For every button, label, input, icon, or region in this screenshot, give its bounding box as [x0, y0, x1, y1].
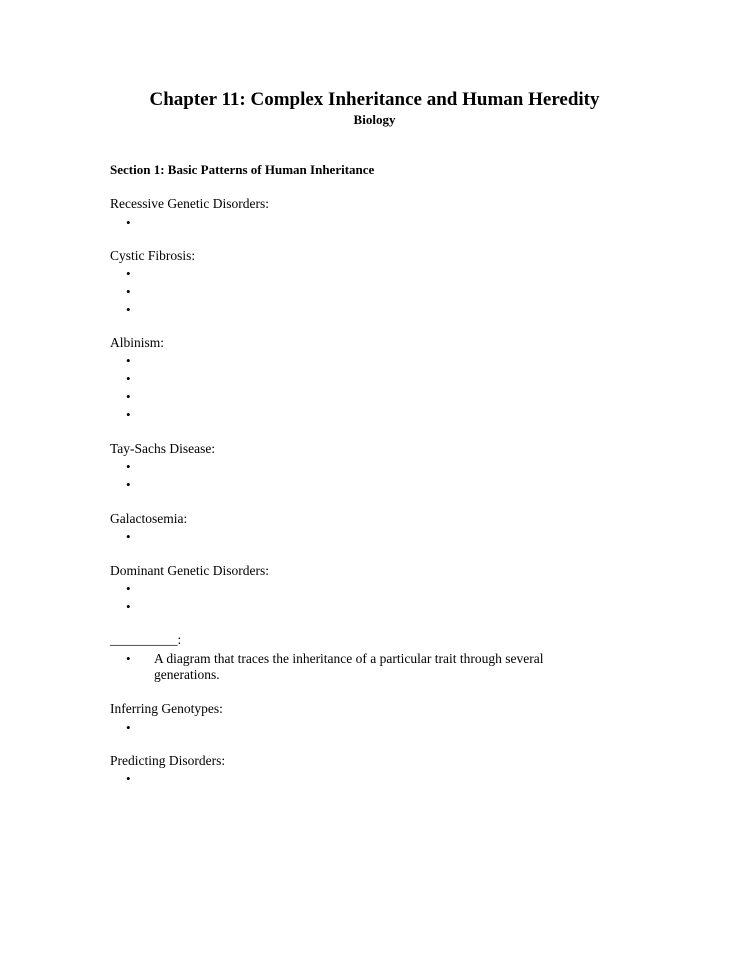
bullet-point: • [126, 581, 131, 596]
bullet-point: • [126, 477, 131, 492]
bullet-point: • [126, 720, 131, 735]
dominant-disorders-label: Dominant Genetic Disorders: [110, 563, 269, 578]
predicting-disorders-label: Predicting Disorders: [110, 753, 226, 768]
bullet-point: • [126, 459, 131, 474]
cystic-fibrosis-label: Cystic Fibrosis: [110, 248, 196, 263]
galactosemia-label: Galactosemia: [110, 511, 188, 526]
albinism-label: Albinism: [110, 335, 165, 350]
bullet-point: • [126, 651, 131, 666]
bullet-point: • [126, 266, 131, 281]
document-title: Chapter 11: Complex Inheritance and Human Heredity [149, 89, 600, 110]
bullet-point: • [126, 215, 131, 230]
bullet-point: • [126, 407, 131, 422]
tay-sachs-label: Tay-Sachs Disease: [110, 441, 216, 456]
inferring-genotypes-label: Inferring Genotypes: [110, 701, 223, 716]
bullet-point: • [126, 284, 131, 299]
bullet-point: • [126, 302, 131, 317]
bullet-point: • [126, 529, 131, 544]
recessive-disorders-label: Recessive Genetic Disorders: [110, 196, 269, 211]
bullet-point: • [126, 771, 131, 786]
section-heading: Section 1: Basic Patterns of Human Inheritance [110, 162, 375, 177]
bullet-point: • [126, 389, 131, 404]
document-subtitle: Biology [353, 112, 396, 127]
blank-term-label: __________: [110, 632, 182, 647]
bullet-point: • [126, 599, 131, 614]
bullet-point: • [126, 371, 131, 386]
definition-text: A diagram that traces the inheritance of a particular trait through several generations. [154, 651, 544, 682]
bullet-point: • [126, 353, 131, 368]
